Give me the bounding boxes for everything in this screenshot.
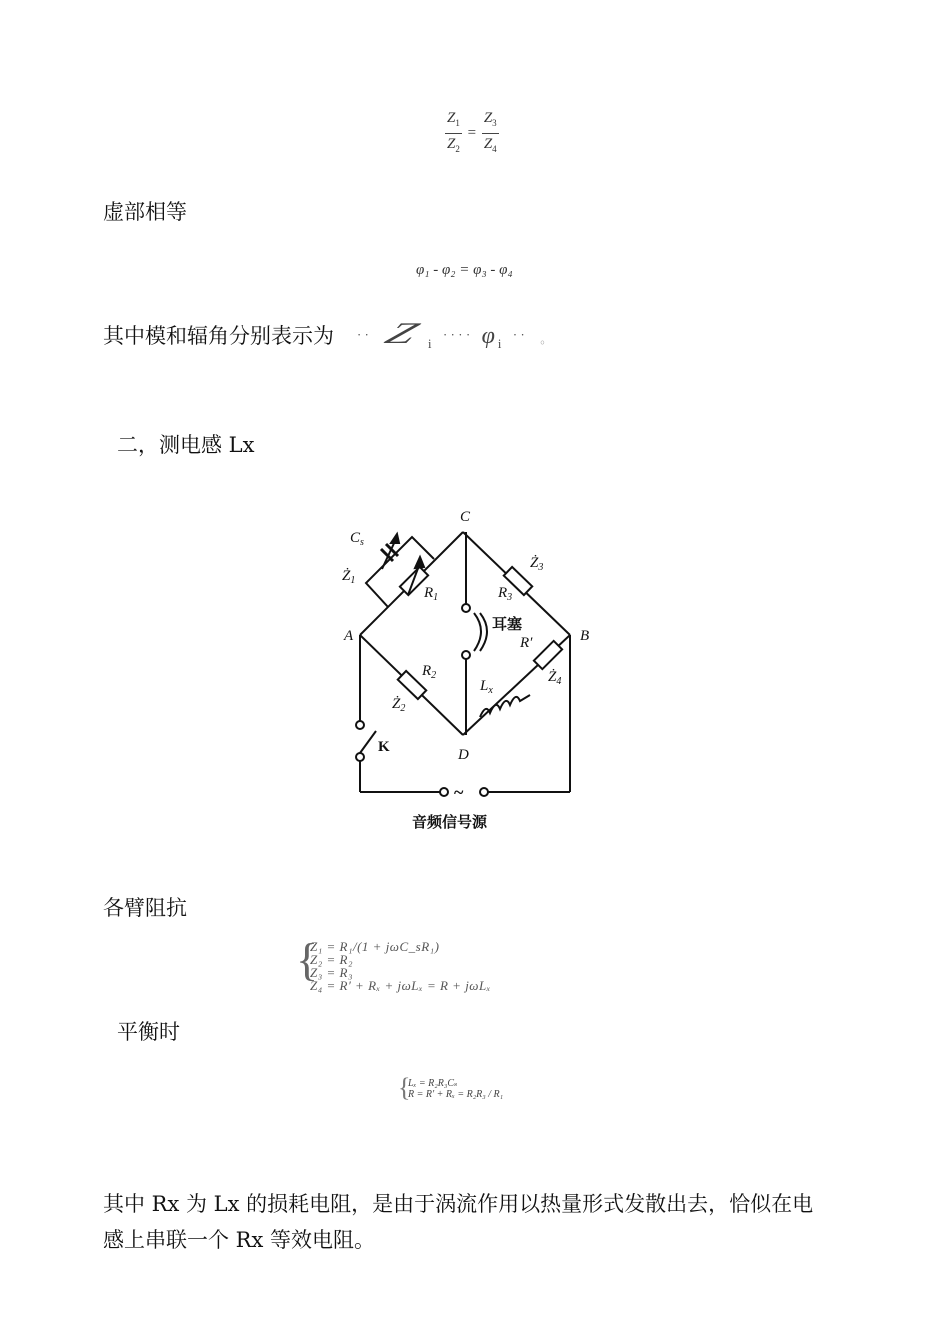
label-r3: $R_3$ xyxy=(498,585,513,603)
earphone-icon xyxy=(474,613,481,651)
bridge-circuit-diagram xyxy=(330,495,620,840)
label-audio-source: 音频信号源 xyxy=(412,815,488,831)
earphone-terminal-top xyxy=(462,604,470,612)
paragraph-balance: 平衡时 xyxy=(117,1020,180,1044)
source-terminal-right xyxy=(480,788,488,796)
inductor-lx xyxy=(480,695,530,717)
paragraph-modulus-argument xyxy=(103,317,552,361)
equals-sign: = xyxy=(467,124,477,141)
switch-blade xyxy=(360,731,376,753)
arm-eq-z3: Z₃ = R₃ xyxy=(310,965,353,980)
sentence-end: 。 xyxy=(540,332,553,346)
paragraph-rx-line-2: 感上串联一个 Rx 等效电阻。 xyxy=(103,1228,376,1252)
paragraph-imaginary-equal: 虚部相等 xyxy=(103,200,187,224)
arm-eq-z2: Z₂ = R₂ xyxy=(310,952,353,967)
phase-equation: φ₁ - φ₂ = φ₃ - φ₄ xyxy=(416,262,513,278)
ratio-equation xyxy=(445,108,499,159)
label-z3: $Ż_3$ xyxy=(530,555,544,573)
label-z4: $Ż_4$ xyxy=(548,669,562,687)
arm-eq-z4: Z₄ = R′ + Rₓ + jωLₓ = R + jωLₓ xyxy=(310,978,491,993)
switch-terminal-top xyxy=(356,721,364,729)
node-label-a: A xyxy=(344,628,354,644)
arm-eq-z1: Z₁ = R₁/(1 + jωC_sR₁) xyxy=(310,939,440,954)
label-r1: $R_1$ xyxy=(424,585,439,603)
modulus-symbol: ˙˙ $Z_i$ ˙˙˙˙ $\varphi_i$ ˙˙ xyxy=(356,317,528,352)
earphone-terminal-bottom xyxy=(462,651,470,659)
balance-eq-r: R = R′ + Rₓ = R₂R₃ / R₁ xyxy=(408,1089,504,1100)
brace-balance: { xyxy=(398,1073,411,1102)
label-rprime: R′ xyxy=(520,635,533,651)
section-heading: 二，测电感 Lx xyxy=(117,433,255,457)
modulus-argument-text: 其中模和辐角分别表示为 xyxy=(103,324,334,348)
label-z1: $Ż_1$ xyxy=(342,568,356,586)
resistor-r3 xyxy=(504,567,532,595)
paragraph-rx-line-1: 其中 Rx 为 Lx 的损耗电阻，是由于涡流作用以热量形式发散出去，恰似在电 xyxy=(103,1192,814,1216)
node-label-d: D xyxy=(458,747,469,763)
label-cs: $C_s$ xyxy=(350,530,364,548)
paragraph-arm-impedance: 各臂阻抗 xyxy=(103,896,187,920)
label-z2: $Ż_2$ xyxy=(392,696,406,714)
fraction-z3-z4: $\frac{Z_3}{Z_4}$ xyxy=(483,110,497,154)
resistor-rprime xyxy=(534,641,562,669)
arm-impedance-equations xyxy=(296,934,491,993)
label-r2: $R_2$ xyxy=(422,663,437,681)
arrowhead-r1 xyxy=(415,557,424,568)
label-switch-k: K xyxy=(378,739,390,755)
arrowhead-cs xyxy=(391,534,399,543)
fraction-z1-z2: $\frac{Z_1}{Z_2}$ xyxy=(447,110,460,154)
balance-equations xyxy=(398,1073,504,1102)
brace-left: { xyxy=(296,934,319,985)
switch-terminal-bottom xyxy=(356,753,364,761)
source-terminal-left xyxy=(440,788,448,796)
node-label-c: C xyxy=(460,509,471,525)
balance-eq-lx: Lₓ = R₂R₃Cₛ xyxy=(408,1078,458,1089)
node-label-b: B xyxy=(580,628,590,644)
source-symbol: ~ xyxy=(454,782,464,802)
label-lx: $L_x$ xyxy=(480,678,493,696)
label-earphone: 耳塞 xyxy=(492,617,523,633)
